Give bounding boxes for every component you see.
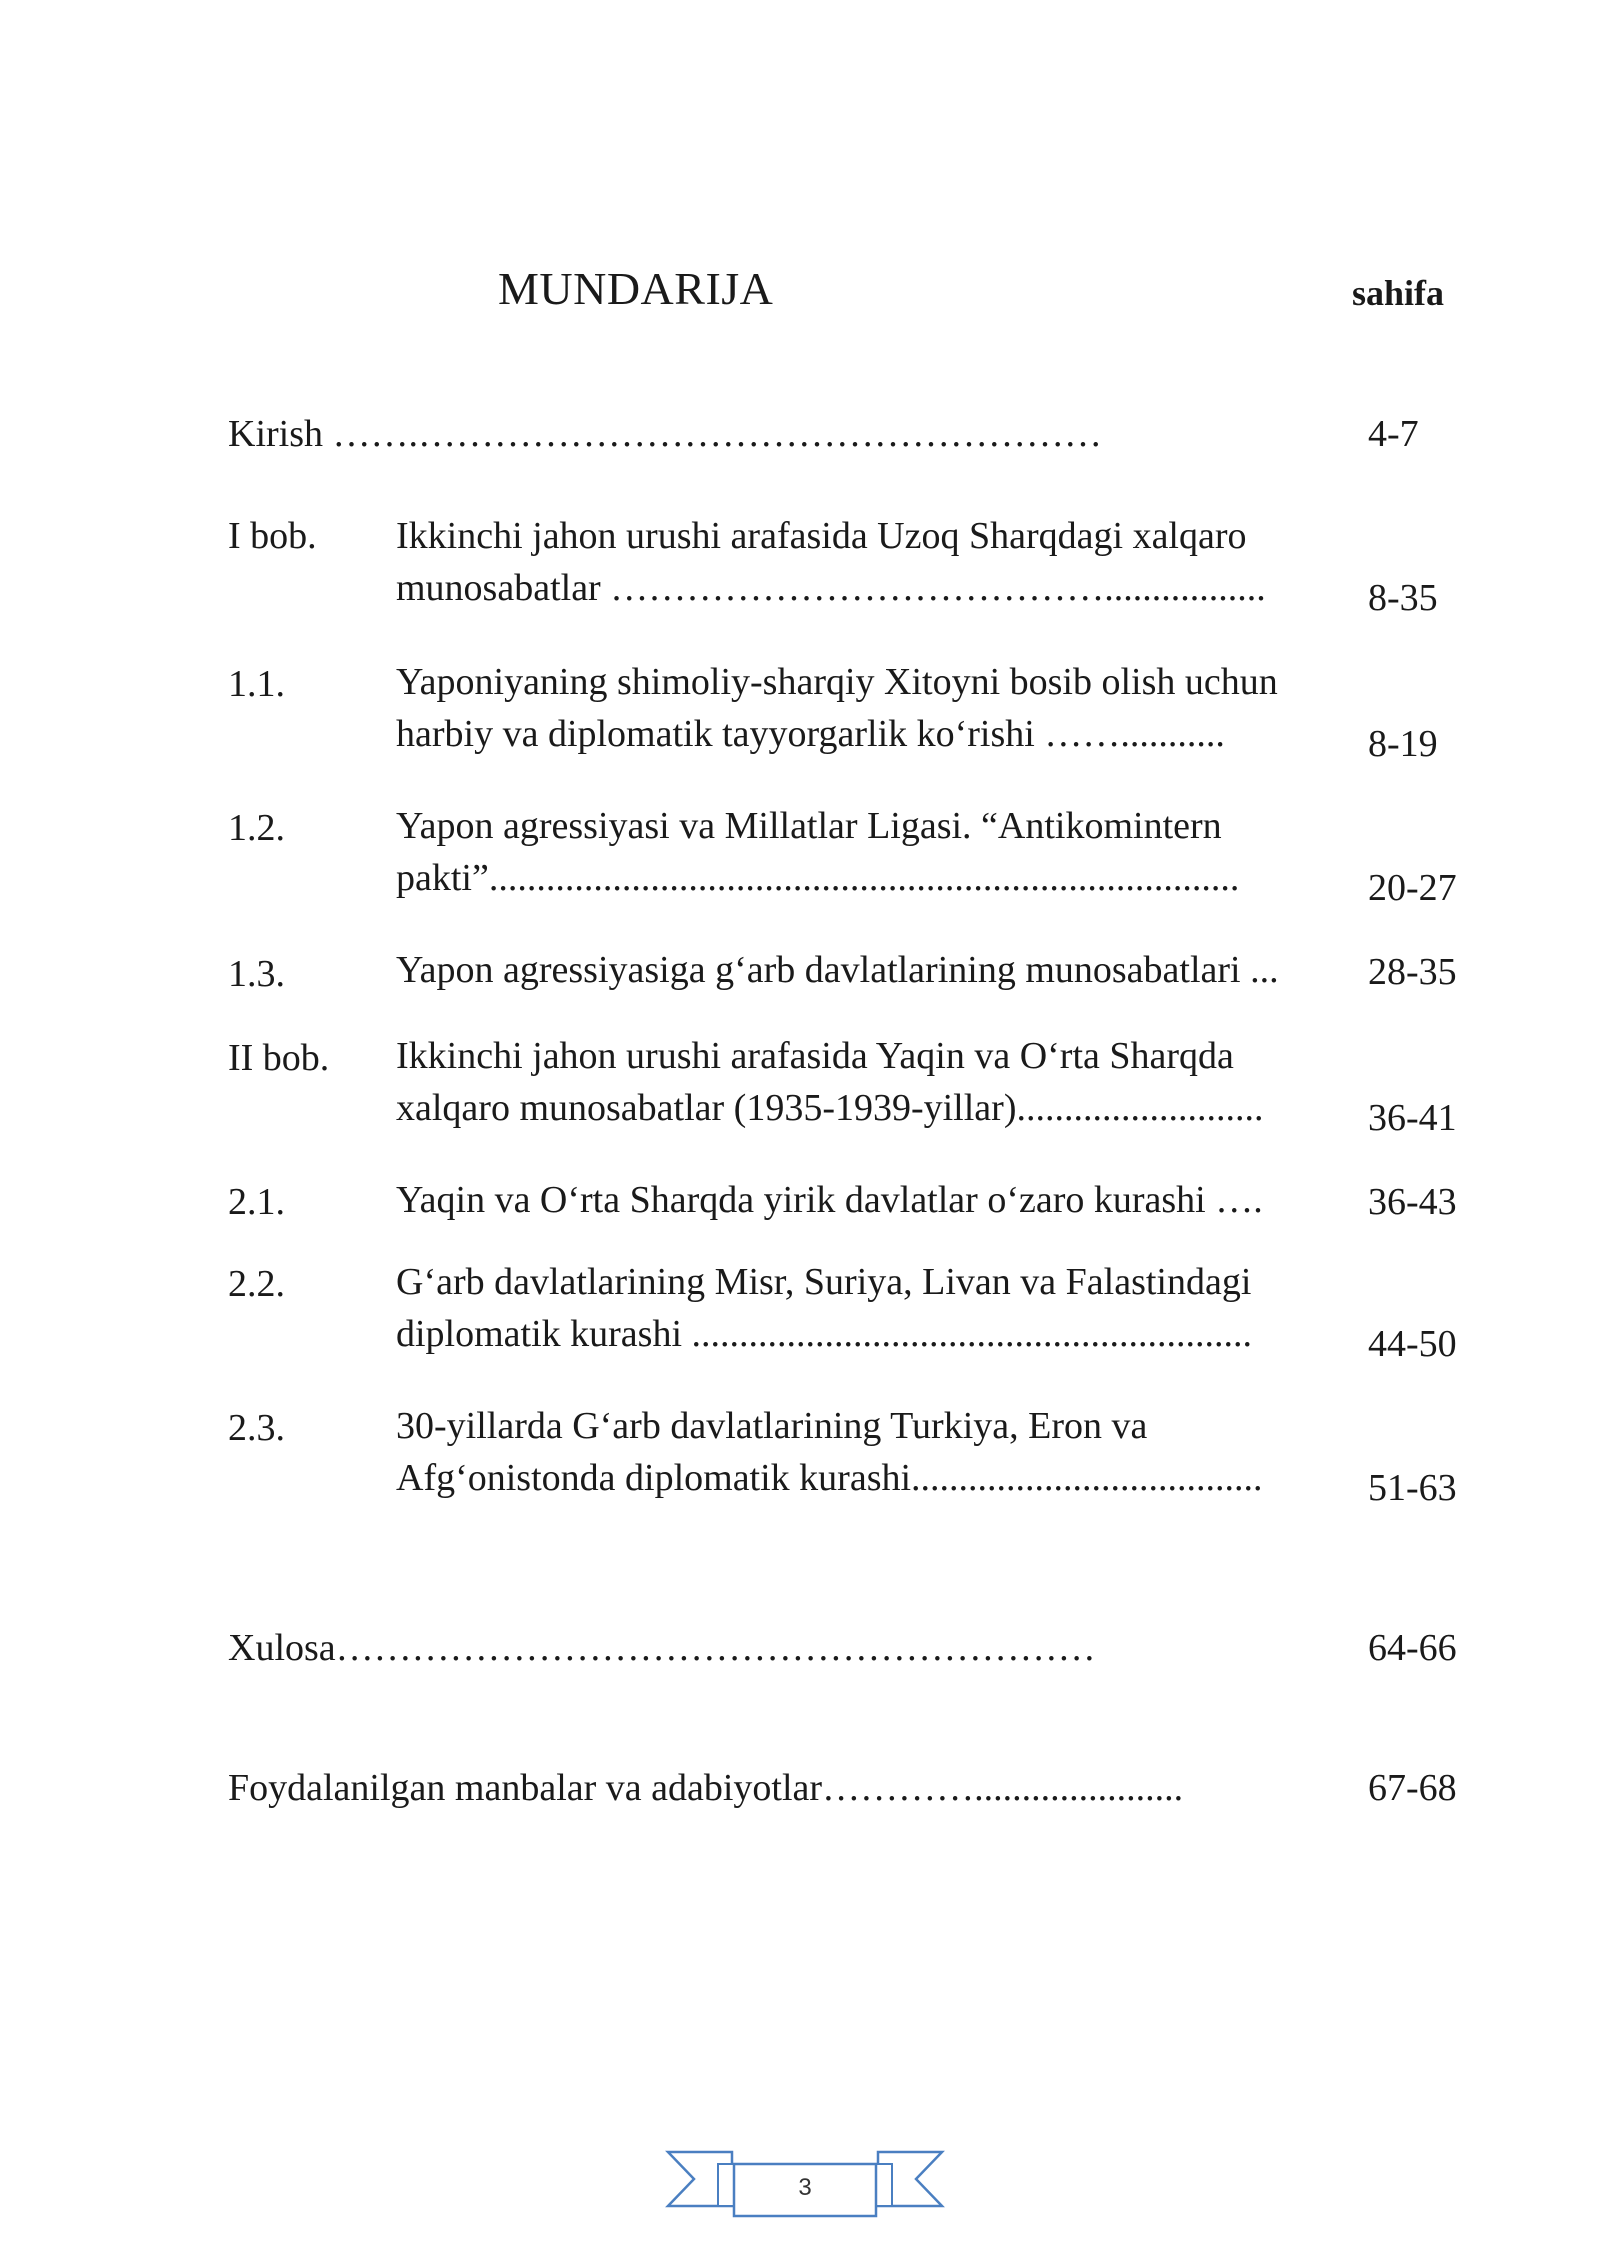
entry-kirish-pages: 4-7	[1368, 413, 1419, 455]
entry-2-2-pages: 44-50	[1368, 1323, 1457, 1365]
entry-bob2-num: II bob.	[228, 1037, 330, 1079]
entry-adabiyot-pages: 67-68	[1368, 1767, 1457, 1809]
page-footer	[660, 2140, 950, 2230]
entry-bob2-line2: xalqaro munosabatlar (1935-1939-yillar)..........................	[396, 1087, 1264, 1129]
entry-1-1-num: 1.1.	[228, 663, 285, 705]
entry-1-3-line1: Yapon agressiyasiga g‘arb davlatlarining munosabatlari ...	[396, 949, 1279, 991]
entry-adabiyot-text: Foydalanilgan manbalar va adabiyotlar…………......................	[228, 1767, 1184, 1809]
entry-1-1-pages: 8-19	[1368, 723, 1438, 765]
toc-title: MUNDARIJA	[498, 263, 774, 314]
entry-2-2-num: 2.2.	[228, 1263, 285, 1305]
entry-bob2-pages: 36-41	[1368, 1097, 1457, 1139]
entry-xulosa-pages: 64-66	[1368, 1627, 1457, 1669]
entry-bob1-line1: Ikkinchi jahon urushi arafasida Uzoq Sharqdagi xalqaro	[396, 515, 1247, 557]
entry-bob1-num: I bob.	[228, 515, 317, 557]
entry-bob1-line2: munosabatlar ………………………………….................	[396, 567, 1266, 609]
entry-1-2-line1: Yapon agressiyasi va Millatlar Ligasi. “Antikomintern	[396, 805, 1222, 847]
entry-2-3-line2: Afg‘onistonda diplomatik kurashi.....................................	[396, 1457, 1263, 1499]
entry-bob1-pages: 8-35	[1368, 577, 1438, 619]
entry-xulosa-text: Xulosa……………………………………………………	[228, 1627, 1096, 1669]
entry-1-2-pages: 20-27	[1368, 867, 1457, 909]
entry-2-2-line1: G‘arb davlatlarining Misr, Suriya, Livan va Falastindagi	[396, 1261, 1252, 1303]
entry-2-1-pages: 36-43	[1368, 1181, 1457, 1223]
entry-1-3-num: 1.3.	[228, 953, 285, 995]
entry-2-3-num: 2.3.	[228, 1407, 285, 1449]
entry-2-1-line1: Yaqin va O‘rta Sharqda yirik davlatlar o‘zaro kurashi ….	[396, 1179, 1263, 1221]
entry-2-3-pages: 51-63	[1368, 1467, 1457, 1509]
entry-kirish-text: Kirish …….………………………………………………	[228, 413, 1102, 455]
page-column-label: sahifa	[1352, 273, 1445, 313]
entry-1-3-pages: 28-35	[1368, 951, 1457, 993]
entry-bob2-line1: Ikkinchi jahon urushi arafasida Yaqin va O‘rta Sharqda	[396, 1035, 1234, 1077]
page-number: 3	[798, 2174, 812, 2201]
entry-2-2-line2: diplomatik kurashi ...........................................................	[396, 1313, 1253, 1355]
entry-1-2-line2: pakti”...............................................................................	[396, 857, 1240, 899]
entry-1-1-line2: harbiy va diplomatik tayyorgarlik ko‘rishi ……...........	[396, 713, 1225, 755]
entry-2-1-num: 2.1.	[228, 1181, 285, 1223]
entry-1-1-line1: Yaponiyaning shimoliy-sharqiy Xitoyni bosib olish uchun	[396, 661, 1278, 703]
entry-1-2-num: 1.2.	[228, 807, 285, 849]
entry-2-3-line1: 30-yillarda G‘arb davlatlarining Turkiya, Eron va	[396, 1405, 1148, 1447]
